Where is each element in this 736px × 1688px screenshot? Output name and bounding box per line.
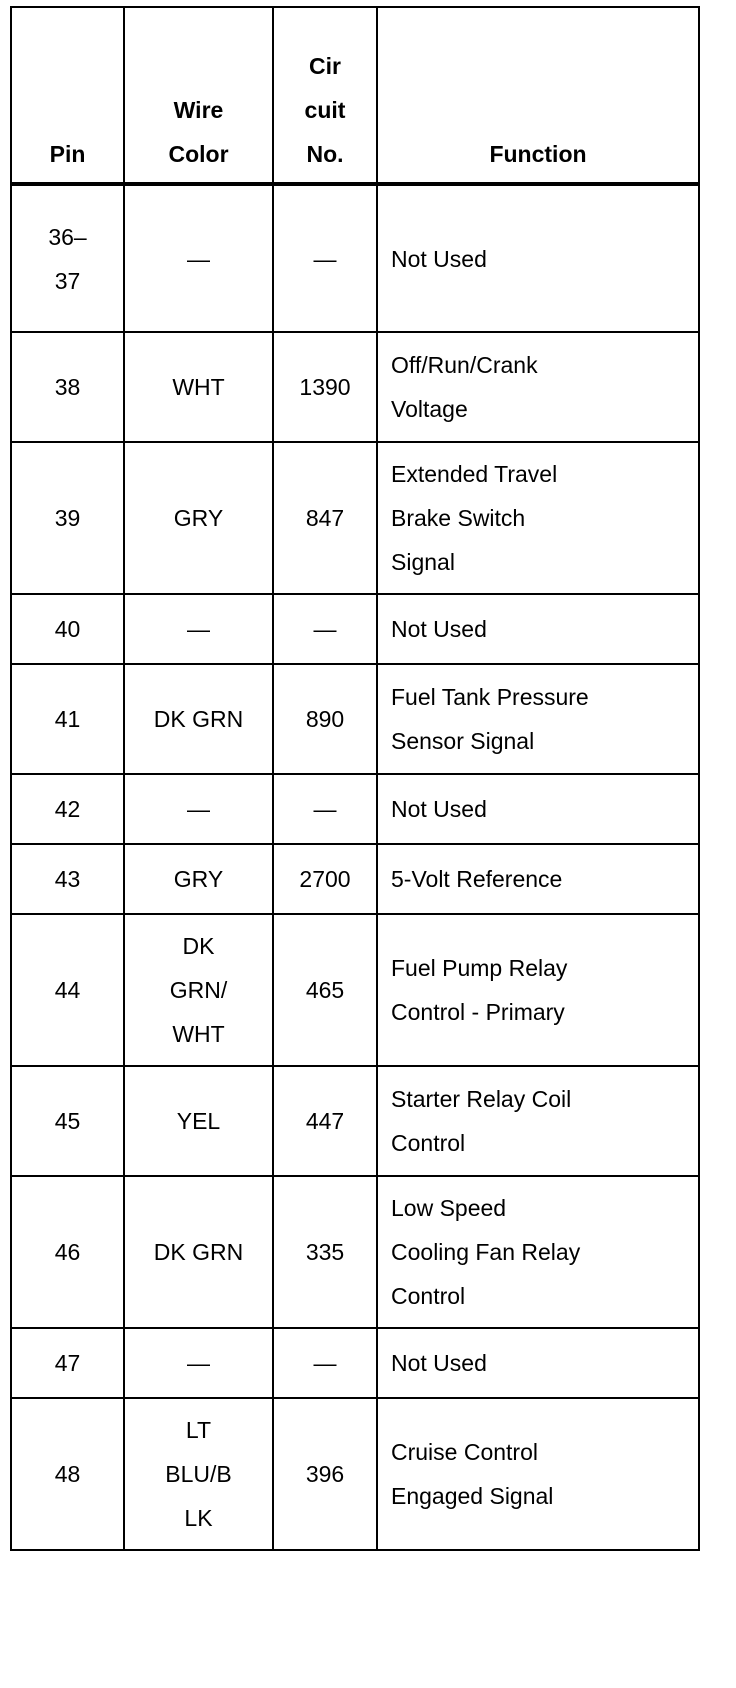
circuit-no-cell: 1390 <box>273 332 377 442</box>
pin-cell: 38 <box>11 332 124 442</box>
function-cell: Not Used <box>377 594 699 664</box>
table-row <box>11 914 699 1066</box>
table-row <box>11 844 699 914</box>
table-row <box>11 774 699 844</box>
wire-color-cell: DK GRN <box>124 1176 273 1328</box>
pin-cell: 45 <box>11 1066 124 1176</box>
circuit-no-cell: 465 <box>273 914 377 1066</box>
wire-color-cell: DK GRN/ WHT <box>124 914 273 1066</box>
circuit-no-cell: 2700 <box>273 844 377 914</box>
circuit-no-cell: — <box>273 594 377 664</box>
table-row <box>11 664 699 774</box>
wire-color-cell: — <box>124 184 273 332</box>
wire-color-cell: WHT <box>124 332 273 442</box>
pin-cell: 39 <box>11 442 124 594</box>
wire-color-cell: — <box>124 594 273 664</box>
function-cell: Not Used <box>377 184 699 332</box>
pin-cell: 36– 37 <box>11 184 124 332</box>
table-body <box>11 184 699 1550</box>
function-cell: Extended Travel Brake Switch Signal <box>377 442 699 594</box>
pin-cell: 48 <box>11 1398 124 1550</box>
header-wire-color: Wire Color <box>124 7 273 184</box>
table-row <box>11 184 699 332</box>
function-cell: Not Used <box>377 1328 699 1398</box>
header-function: Function <box>377 7 699 184</box>
wire-color-cell: LT BLU/B LK <box>124 1398 273 1550</box>
function-cell: Off/Run/Crank Voltage <box>377 332 699 442</box>
wire-color-cell: DK GRN <box>124 664 273 774</box>
function-cell: Low Speed Cooling Fan Relay Control <box>377 1176 699 1328</box>
circuit-no-cell: — <box>273 774 377 844</box>
pin-cell: 47 <box>11 1328 124 1398</box>
function-cell: Not Used <box>377 774 699 844</box>
function-cell: 5-Volt Reference <box>377 844 699 914</box>
pin-cell: 41 <box>11 664 124 774</box>
pin-cell: 46 <box>11 1176 124 1328</box>
circuit-no-cell: — <box>273 184 377 332</box>
table-row <box>11 442 699 594</box>
pin-cell: 42 <box>11 774 124 844</box>
header-row <box>11 7 699 184</box>
pin-cell: 43 <box>11 844 124 914</box>
circuit-no-cell: 447 <box>273 1066 377 1176</box>
table-row <box>11 594 699 664</box>
header-pin: Pin <box>11 7 124 184</box>
circuit-no-cell: 396 <box>273 1398 377 1550</box>
function-cell: Starter Relay Coil Control <box>377 1066 699 1176</box>
header-circuit-no: Cir cuit No. <box>273 7 377 184</box>
wire-color-cell: YEL <box>124 1066 273 1176</box>
wire-color-cell: GRY <box>124 442 273 594</box>
circuit-no-cell: 847 <box>273 442 377 594</box>
table-row <box>11 1066 699 1176</box>
table-row <box>11 1398 699 1550</box>
table-row <box>11 1176 699 1328</box>
circuit-no-cell: — <box>273 1328 377 1398</box>
circuit-no-cell: 335 <box>273 1176 377 1328</box>
function-cell: Cruise Control Engaged Signal <box>377 1398 699 1550</box>
wire-color-cell: — <box>124 1328 273 1398</box>
pin-cell: 40 <box>11 594 124 664</box>
table-row <box>11 332 699 442</box>
wire-color-cell: — <box>124 774 273 844</box>
pinout-table <box>10 6 700 1551</box>
pin-cell: 44 <box>11 914 124 1066</box>
circuit-no-cell: 890 <box>273 664 377 774</box>
function-cell: Fuel Pump Relay Control - Primary <box>377 914 699 1066</box>
table-header <box>11 7 699 184</box>
function-cell: Fuel Tank Pressure Sensor Signal <box>377 664 699 774</box>
wire-color-cell: GRY <box>124 844 273 914</box>
table-row <box>11 1328 699 1398</box>
